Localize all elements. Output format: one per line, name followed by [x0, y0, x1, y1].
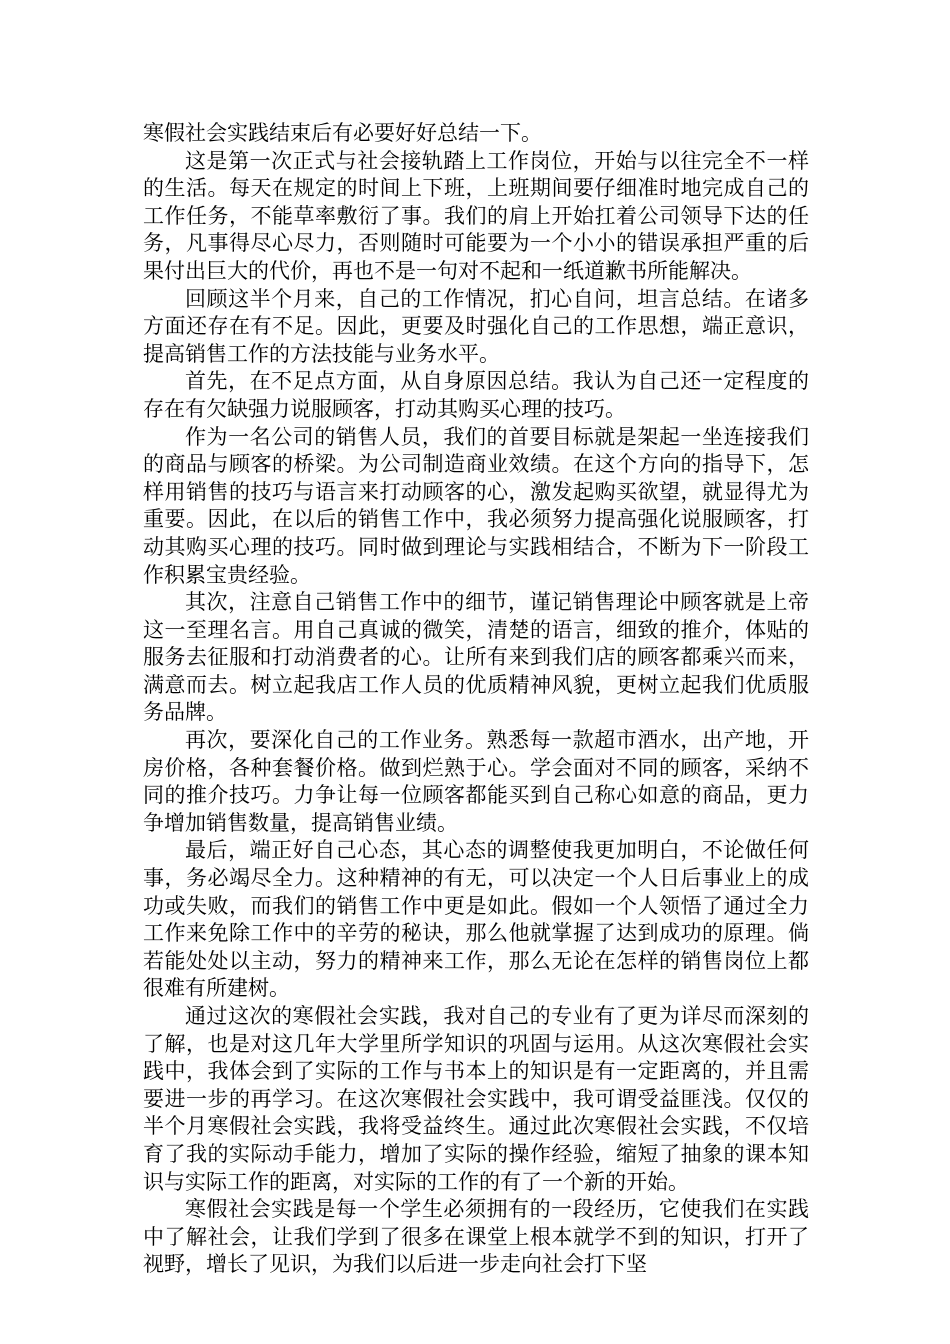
paragraph-sales-role: 作为一名公司的销售人员，我们的首要目标就是架起一坐连接我们的商品与顾客的桥梁。为公司制造商业效绩。在这个方向的指导下，怎样用销售的技巧与语言来打动顾客的心，激发起购买欲望，就显得尤为重要。因此，在以后的销售工作中，我必须努力提高强化说服顾客，打动其购买心理的技巧。同时做到理论与实践相结合，不断为下一阶段工作积累宝贵经验。 — [143, 424, 809, 587]
paragraph-conclusion: 寒假社会实践是每一个学生必须拥有的一段经历，它使我们在实践中了解社会，让我们学到了很多在课堂上根本就学不到的知识，打开了视野，增长了见识，为我们以后进一步走向社会打下坚 — [143, 1197, 809, 1277]
paragraph-intro: 寒假社会实践结束后有必要好好总结一下。 — [143, 121, 542, 145]
paragraph-third-point: 再次，要深化自己的工作业务。熟悉每一款超市酒水，出产地，开房价格，各种套餐价格。做到烂熟于心。学会面对不同的顾客，采纳不同的推介技巧。力争让每一位顾客都能买到自己称心如意的商品，更力争增加销售数量，提高销售业绩。 — [143, 728, 809, 835]
paragraph-reflection: 通过这次的寒假社会实践，我对自己的专业有了更为详尽而深刻的了解，也是对这几年大学里所学知识的巩固与运用。从这次寒假社会实践中，我体会到了实际的工作与书本上的知识是有一定距离的，并且需要进一步的再学习。在这次寒假社会实践中，我可谓受益匪浅。仅仅的半个月寒假社会实践，我将受益终生。通过此次寒假社会实践，不仅培育了我的实际动手能力，增加了实际的操作经验，缩短了抽象的课本知识与实际工作的距离，对实际的工作的有了一个新的开始。 — [143, 1004, 809, 1194]
paragraph-final-point: 最后，端正好自己心态，其心态的调整使我更加明白，不论做任何事，务必竭尽全力。这种精神的有无，可以决定一个人日后事业上的成功或失败，而我们的销售工作中更是如此。假如一个人领悟了通过全力工作来免除工作中的辛劳的秘诀，那么他就掌握了达到成功的原理。倘若能处处以主动，努力的精神来工作，那么无论在怎样的销售岗位上都很难有所建树。 — [143, 838, 809, 1001]
document-body — [143, 120, 809, 1279]
paragraph-first-job: 这是第一次正式与社会接轨踏上工作岗位，开始与以往完全不一样的生活。每天在规定的时间上下班，上班期间要仔细准时地完成自己的工作任务，不能草率敷衍了事。我们的肩上开始扛着公司领导下达的任务，凡事得尽心尽力，否则随时可能要为一个小小的错误承担严重的后果付出巨大的代价，再也不是一句对不起和一纸道歉书所能解决。 — [143, 148, 809, 283]
paragraph-second-point: 其次，注意自己销售工作中的细节，谨记销售理论中顾客就是上帝这一至理名言。用自己真诚的微笑，清楚的语言，细致的推介，体贴的服务去征服和打动消费者的心。让所有来到我们店的顾客都乘兴而来，满意而去。树立起我店工作人员的优质精神风貌，更树立起我们优质服务品牌。 — [143, 590, 809, 725]
paragraph-first-point: 首先，在不足点方面，从自身原因总结。我认为自己还一定程度的存在有欠缺强力说服顾客，打动其购买心理的技巧。 — [143, 369, 809, 421]
paragraph-review: 回顾这半个月来，自己的工作情况，扪心自问，坦言总结。在诸多方面还存在有不足。因此，更要及时强化自己的工作思想，端正意识，提高销售工作的方法技能与业务水平。 — [143, 286, 809, 366]
